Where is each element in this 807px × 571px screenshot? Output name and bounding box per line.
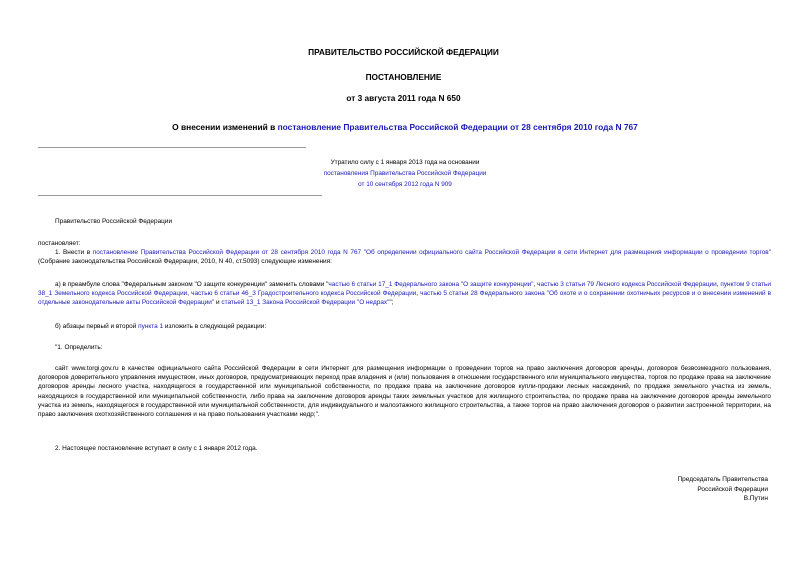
item-a-text: а) в преамбуле слова "Федеральным законом "О защите конкуренции" заменить словами " [55, 281, 329, 288]
item-a-sep: , [533, 281, 538, 288]
decrees-word: постановляет: [38, 240, 81, 247]
subsoil-law-link[interactable]: статьей 13_1 Закона Российской Федерации "О недрах" [221, 299, 390, 307]
government-heading: ПРАВИТЕЛЬСТВО РОССИЙСКОЙ ФЕДЕРАЦИИ [308, 47, 499, 57]
item-1-paragraph [38, 248, 771, 266]
signature-government: Российской Федерации [697, 485, 768, 493]
item-1-prefix: 1. Внести в [55, 249, 93, 256]
top-divider [38, 147, 306, 148]
item-b-text: б) абзацы первый и второй [55, 323, 139, 330]
urban-planning-code-link[interactable]: частью 6 статьи 46_3 Градостроительного кодекса Российской Федерации [191, 290, 417, 298]
signature-name: В.Путин [743, 495, 768, 503]
repeal-note [260, 157, 550, 190]
item-a-sep: , [416, 290, 421, 298]
item-a-end: "; [389, 299, 394, 307]
item-a-paragraph [38, 280, 771, 308]
land-code-link[interactable]: пунктом 9 статьи 38_1 Земельного кодекса Российской Федерации [38, 281, 771, 298]
signature-block [677, 475, 768, 504]
item-b-paragraph [55, 322, 266, 331]
government-name: Правительство Российской Федерации [55, 218, 173, 225]
competition-law-link[interactable]: частью 6 статьи 17_1 Федерального закона "О защите конкуренции" [328, 281, 534, 288]
forest-code-link[interactable]: частью 3 статьи 79 Лесного кодекса Российской Федерации [537, 281, 717, 288]
item-b-text-end: изложить в следующей редакции: [163, 323, 267, 330]
date-number-heading: от 3 августа 2011 года N 650 [346, 93, 461, 103]
quote-start: "1. Определить: [55, 344, 103, 351]
item-a-sep: и [214, 299, 222, 307]
bottom-divider [38, 195, 322, 196]
repeal-note-line: Утратило силу с 1 января 2013 года на основании [330, 159, 480, 166]
item-a-sep: , [187, 290, 192, 298]
repeal-decree-date-link[interactable]: от 10 сентября 2012 года N 909 [358, 181, 452, 188]
item-1-suffix: (Собрание законодательства Российской Федерации, 2010, N 40, ст.5093) следующие изменения: [38, 258, 332, 266]
repeal-decree-link[interactable]: постановления Правительства Российской Федерации [323, 170, 487, 177]
item-2-paragraph: 2. Настоящее постановление вступает в силу с 1 января 2012 года. [55, 445, 258, 452]
signature-position: Председатель Правительства [677, 476, 768, 483]
hunting-law-link[interactable]: частью 5 статьи 28 Федерального закона "Об охоте и о сохранении охотничьих ресурсов и о внесении изменений в отдельные законодательные акты Российской Федерации" [38, 290, 772, 307]
document-type-heading: ПОСТАНОВЛЕНИЕ [365, 72, 442, 82]
document-title [60, 122, 750, 132]
paragraph-1-link[interactable]: пункта 1 [138, 323, 164, 330]
site-definition-paragraph: сайт www.torgi.gov.ru в качестве официального сайта Российской Федерации в сети Интернет для размещения информации о проведении торгов на право заключения договоров аренды, договоров безвозмездного пользования, договоров доверительного управления имуществом, иных договоров, предусматривающих переход прав владения и (или) пользования в отношении государственного или муниципального имущества, торгов по продаже права на заключение договоров аренды лесного участка, находящегося в государственной или муниципальной собственности, по продаже права на заключение договоров купли-продажи лесных насаждений, по продаже земельного участка из земель, находящихся в государственной или муниципальной собственности, либо права на заключение договоров аренды таких земельных участков для жилищного строительства, по продаже права на заключение договоров аренды земельного участка из земель, находящегося в государственной или муниципальной собственности, для индивидуального и малоэтажного жилищного строительства, а также торгов на право заключения договоров о развитии застроенной территории, на право заключения охотхозяйственного соглашения и на право пользования участками недр;". [38, 365, 771, 419]
item-a-sep: , [716, 281, 721, 288]
title-prefix: О внесении изменений в [172, 122, 278, 132]
decree-767-link[interactable]: постановление Правительства Российской Федерации от 28 сентября 2010 года N 767 "Об определении официального сайта Российской Федерации в сети Интернет для размещения информации о проведении торгов" [92, 249, 771, 256]
title-link[interactable]: постановление Правительства Российской Федерации от 28 сентября 2010 года N 767 [277, 122, 638, 132]
